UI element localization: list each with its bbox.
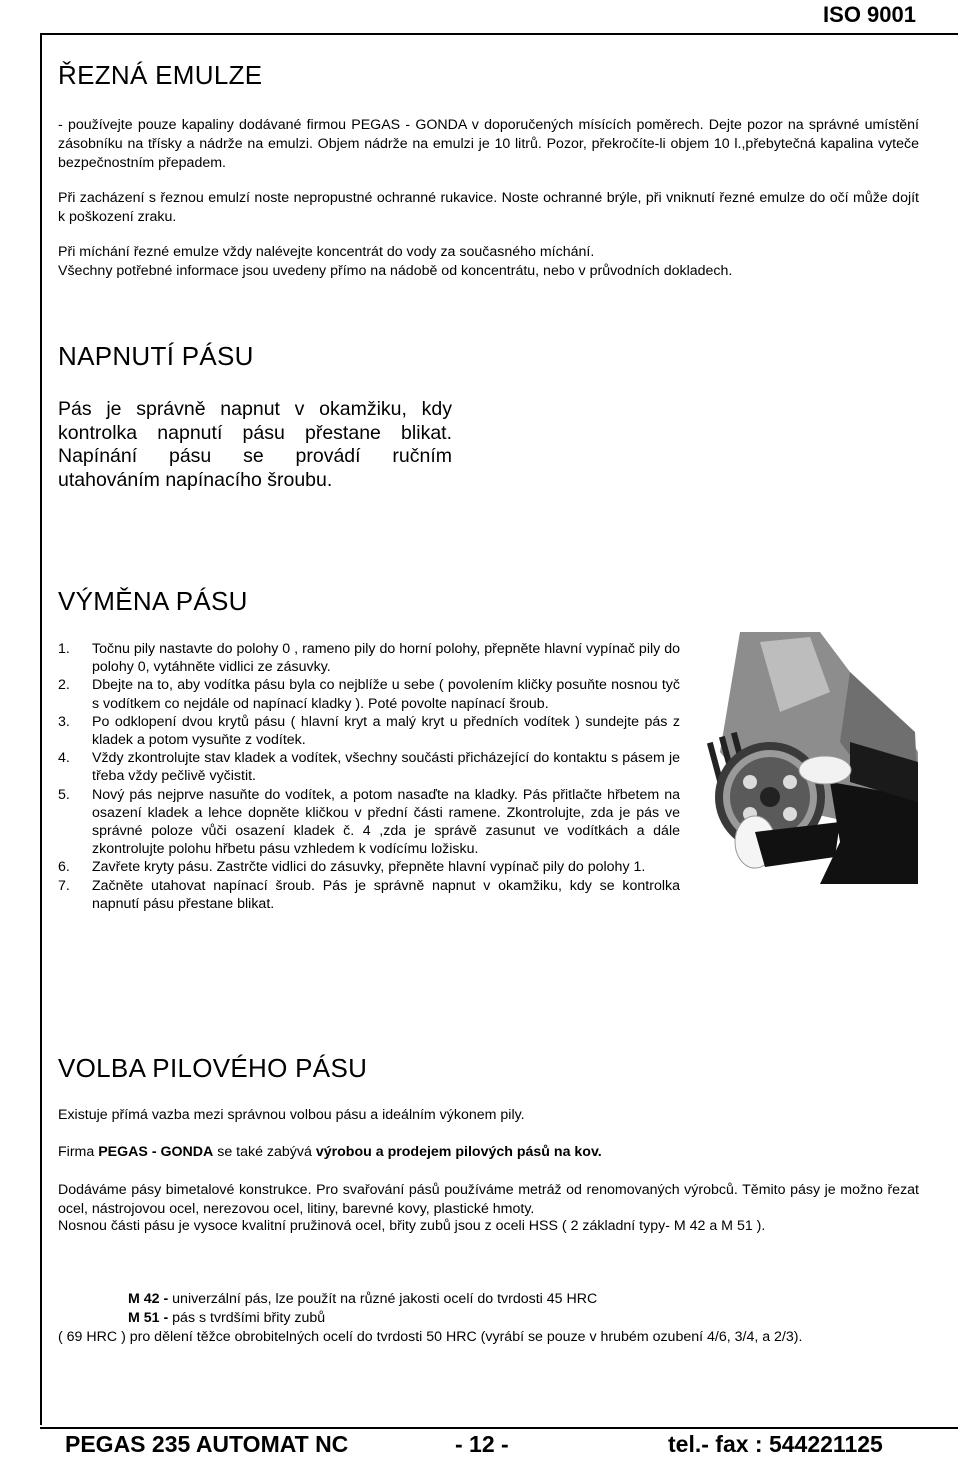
spec-m51-continuation: ( 69 HRC ) pro dělení těžce obrobitelných ocelí do tvrdosti 50 HRC (vyrábí se pouze v hrubém ozubení 4/6, 3/4, a 2/3). bbox=[58, 1329, 803, 1345]
step-text: Nový pás nejprve nasuňte do vodítek, a potom nasaďte na kladky. Pás přitlačte hřbetem na osazení kladek a lehce dopněte kličkou v přední části ramene. Zkontrolujte, zda je pás ve správné poloze vůči osazení kladek č. 4 ,zda je správě zasunut ve vodítkách a dále zkontrolujte polohu hřbetu pásu vzhledem k vodícímu ložisku. bbox=[92, 786, 680, 858]
step-number: 7. bbox=[58, 877, 70, 894]
step-text: Točnu pily nastavte do polohy 0 , rameno pily do horní polohy, přepněte hlavní vypínač pily do polohy 0, vytáhněte vidlici ze zásuvky. bbox=[92, 641, 680, 676]
footer-model: PEGAS 235 AUTOMAT NC bbox=[65, 1431, 349, 1457]
step-item bbox=[58, 749, 680, 785]
footer-page-number: - 12 - bbox=[455, 1431, 509, 1457]
spec-m42 bbox=[58, 1290, 919, 1309]
p2-mid: se také zabývá bbox=[213, 1144, 316, 1160]
step-text: Dbejte na to, aby vodítka pásu byla co nejblíže u sebe ( povolením kličky posuňte nosnou tyč s vodítkem co nejdále od napínací kladky ). Poté povolte napínací šroub. bbox=[92, 677, 680, 712]
blade-selection-paragraph-3: Dodáváme pásy bimetalové konstrukce. Pro svařování pásů používáme metráž od renomovaných výrobců. Těmito pásy je možno řezat ocel, nástrojovou ocel, nerezovou ocel, litiny, barevné kovy, plastické hmoty. bbox=[58, 1182, 919, 1217]
step-text: Po odklopení dvou krytů pásu ( hlavní kryt a malý kryt u předních vodítek ) sundejte pás z kladek a potom vysuňte z vodítek. bbox=[92, 713, 680, 749]
step-item bbox=[58, 640, 680, 676]
band-saw-wheel-photo bbox=[700, 632, 918, 884]
section-title-band-tension: NAPNUTÍ PÁSU bbox=[58, 341, 254, 371]
m42-text: univerzální pás, lze použít na různé jakosti ocelí do tvrdosti 45 HRC bbox=[168, 1291, 598, 1307]
company-name: PEGAS - GONDA bbox=[98, 1144, 214, 1160]
emulsion-paragraph-3a: Při míchání řezné emulze vždy nalévejte koncentrát do vody za současného míchání. bbox=[58, 244, 595, 260]
spec-m51 bbox=[58, 1309, 919, 1328]
step-number: 3. bbox=[58, 713, 70, 730]
blade-selection-paragraph-4: Nosnou části pásu je vysoce kvalitní pružinová ocel, břity zubů jsou z oceli HSS ( 2 základní typy- M 42 a M 51 ). bbox=[58, 1218, 766, 1234]
blade-selection-paragraph-2 bbox=[58, 1143, 919, 1162]
section-title-cutting-emulsion: ŘEZNÁ EMULZE bbox=[58, 60, 263, 90]
step-number: 1. bbox=[58, 641, 70, 657]
iso-label: ISO 9001 bbox=[823, 2, 916, 27]
step-item bbox=[58, 713, 680, 749]
step-text: Začněte utahovat napínací šroub. Pás je správně napnut v okamžiku, kdy se kontrolka napnutí pásu přestane blikat. bbox=[92, 877, 680, 912]
band-tension-text: Pás je správně napnut v okamžiku, kdy kontrolka napnutí pásu přestane blikat. Napínání pásu se provádí ručním utahováním napínacího šroubu. bbox=[58, 398, 452, 491]
step-text: Zavřete kryty pásu. Zastrčte vidlici do zásuvky, přepněte hlavní vypínač pily do polohy 1. bbox=[92, 859, 646, 876]
p2-pre: Firma bbox=[58, 1144, 99, 1160]
section-title-blade-selection: VOLBA PILOVÉHO PÁSU bbox=[58, 1053, 368, 1083]
step-item bbox=[58, 858, 680, 876]
footer-phone: tel.- fax : 544221125 bbox=[668, 1431, 883, 1457]
blade-specs bbox=[58, 1290, 919, 1347]
step-item bbox=[58, 877, 680, 913]
step-item bbox=[58, 676, 680, 712]
step-number: 4. bbox=[58, 750, 70, 767]
replacement-steps-list bbox=[58, 640, 680, 913]
p2-bold-statement: výrobou a prodejem pilových pásů na kov. bbox=[315, 1144, 602, 1160]
m42-code: M 42 - bbox=[128, 1291, 169, 1307]
step-text: Vždy zkontrolujte stav kladek a vodítek, všechny součásti přicházející do kontaktu s pásem je třeba vždy pečlivě vyčistit. bbox=[92, 750, 680, 785]
m51-code: M 51 - bbox=[128, 1310, 169, 1326]
step-number: 2. bbox=[58, 677, 70, 694]
step-item bbox=[58, 786, 680, 859]
emulsion-paragraph-3b: Všechny potřebné informace jsou uvedeny přímo na nádobě od koncentrátu, nebo v průvodních dokladech. bbox=[58, 263, 733, 279]
emulsion-paragraph-2: Při zacházení s řeznou emulzí noste nepropustné ochranné rukavice. Noste ochranné brýle, při vniknutí řezné emulze do očí může dojít k poškození zraku. bbox=[58, 190, 919, 225]
emulsion-paragraph-1: - používejte pouze kapaliny dodávané firmou PEGAS - GONDA v doporučených mísících poměrech. Dejte pozor na správné umístění zásobníku na třísky a nádrže na emulzi. Objem nádrže na emulzi je 10 litrů. Pozor, překročíte-li objem 10 l.,přebytečná kapalina vyteče bezpečnostním přepadem. bbox=[58, 117, 919, 171]
blade-selection-paragraph-1: Existuje přímá vazba mezi správnou volbou pásu a ideálním výkonem pily. bbox=[58, 1107, 525, 1123]
step-number: 6. bbox=[58, 859, 70, 876]
m51-text: pás s tvrdšími břity zubů bbox=[168, 1310, 326, 1326]
section-title-band-replacement: VÝMĚNA PÁSU bbox=[58, 586, 248, 616]
step-number: 5. bbox=[58, 786, 70, 803]
